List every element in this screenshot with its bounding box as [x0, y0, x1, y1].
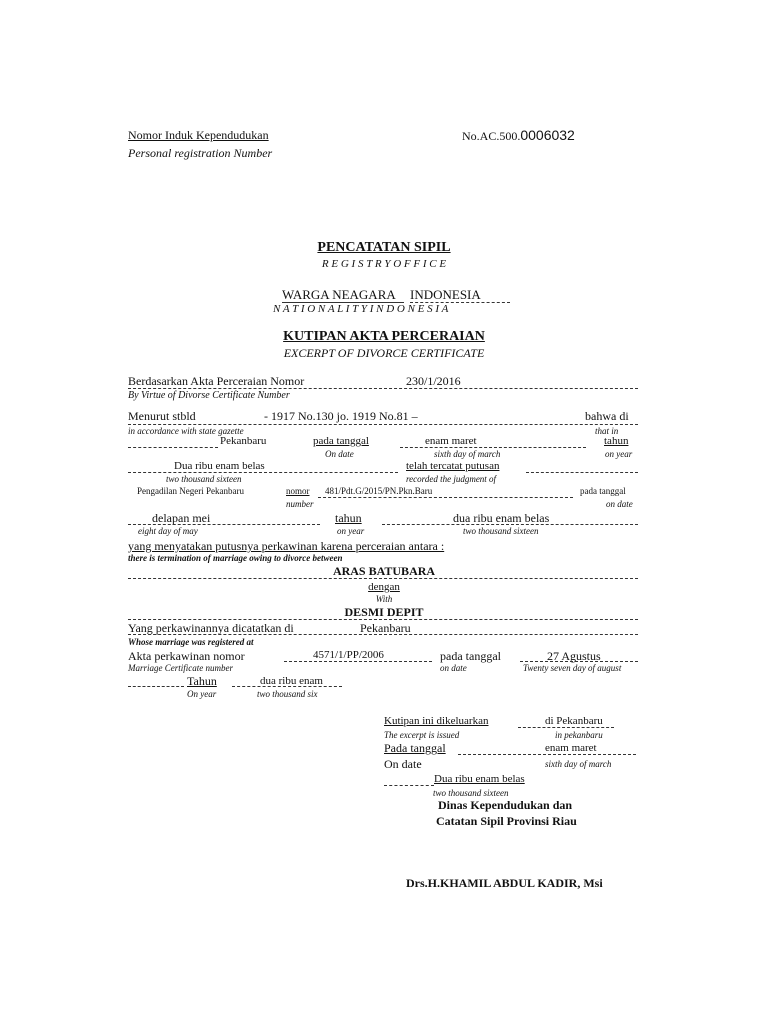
basis-value: 230/1/2016 [406, 374, 461, 388]
place-date-value-en: sixth day of march [434, 449, 501, 459]
statement-text: yang menyatakan putusnya perkawinan karena perceraian antara : [128, 539, 445, 553]
place-date-value: enam maret [425, 435, 477, 447]
party-one-name: ARAS BATUBARA [332, 564, 436, 578]
stbld-label-en: in accordance with state gazette [128, 426, 244, 436]
issued-year-value: Dua ribu enam belas [434, 773, 525, 785]
stbld-right-en: that in [595, 426, 619, 436]
marriage-cert-label-en: Marriage Certificate number [128, 663, 233, 673]
marriage-cert-label: Akta perkawinan nomor [128, 649, 245, 663]
place-year-label-en: on year [605, 449, 633, 459]
office-title-en: R E G I S T R Y O F F I C E [321, 258, 447, 270]
recorded-label-en: recorded the judgment of [406, 474, 497, 484]
place-date-label-en: On date [325, 449, 354, 459]
with-label-en: With [375, 594, 393, 604]
nik-label: Nomor Induk Kependudukan [128, 128, 269, 142]
issued-label-en: The excerpt is issued [384, 730, 460, 740]
judgment-date-value-en: eight day of may [138, 526, 198, 536]
issued-date-value: enam maret [545, 742, 597, 754]
issued-date-value-en: sixth day of march [545, 759, 612, 769]
basis-label-en: By Virtue of Divorse Certificate Number [128, 390, 290, 401]
marriage-date-value: 27 Agustus [547, 649, 601, 663]
issued-label: Kutipan ini dikeluarkan [384, 715, 489, 727]
place-value: Pekanbaru [220, 435, 267, 447]
marriage-year-value-en: two thousand six [257, 689, 318, 699]
statement-text-en: there is termination of marriage owing to divorce between [128, 553, 343, 563]
document-title: KUTIPAN AKTA PERCERAIAN [283, 329, 485, 344]
judgment-year-label: tahun [335, 511, 362, 525]
marriage-date-label-en: on date [440, 663, 467, 673]
judgment-year-label-en: on year [337, 526, 365, 536]
marriage-registered-label-en: Whose marriage was registered at [128, 637, 254, 647]
marriage-year-value: dua ribu enam [260, 675, 323, 687]
court-number-label: nomor [286, 486, 310, 496]
issued-place-en: in pekanbaru [555, 730, 603, 740]
party-two-name: DESMI DEPIT [344, 605, 424, 619]
stbld-value: - 1917 No.130 jo. 1919 No.81 – [264, 409, 418, 423]
court-date-label: pada tanggal [580, 486, 626, 496]
stbld-label: Menurut stbld [128, 409, 196, 423]
issued-year-value-en: two thousand sixteen [433, 788, 509, 798]
official-name: Drs.H.KHAMIL ABDUL KADIR, Msi [406, 876, 603, 890]
court-name: Pengadilan Negeri Pekanbaru [137, 486, 244, 496]
with-label: dengan [368, 581, 400, 593]
year-value: Dua ribu enam belas [174, 460, 265, 472]
place-date-label: pada tanggal [313, 435, 369, 447]
marriage-registered-place: Pekanbaru [360, 621, 411, 635]
certificate-number-prefix: No.AC.500. [462, 129, 521, 143]
issued-place: di Pekanbaru [545, 715, 603, 727]
judgment-year-value: dua ribu enam belas [453, 511, 550, 525]
agency-line-1: Dinas Kependudukan dan [438, 798, 573, 812]
judgment-year-value-en: two thousand sixteen [463, 526, 539, 536]
basis-label: Berdasarkan Akta Perceraian Nomor [128, 374, 305, 388]
place-year-label: tahun [604, 435, 629, 447]
certificate-number-value: 0006032 [520, 127, 575, 143]
nationality-en: N A T I O N A L I T Y I N D O N E S I A [273, 303, 449, 315]
marriage-year-label: Tahun [187, 674, 217, 688]
court-number-label-en: number [286, 499, 314, 509]
nationality-value: INDONESIA [410, 287, 481, 302]
recorded-label: telah tercatat putusan [406, 460, 500, 472]
marriage-cert-value: 4571/1/PP/2006 [313, 649, 384, 661]
judgment-date-value: delapan mei [152, 511, 211, 525]
marriage-date-label: pada tanggal [440, 649, 501, 663]
year-value-en: two thousand sixteen [166, 474, 242, 484]
issued-date-label: Pada tanggal [384, 741, 446, 755]
agency-line-2: Catatan Sipil Provinsi Riau [436, 814, 577, 828]
document-title-en: EXCERPT OF DIVORCE CERTIFICATE [283, 346, 485, 360]
office-title: PENCATATAN SIPIL [317, 240, 451, 255]
nationality-label: WARGA NEAGARA [282, 287, 396, 302]
marriage-date-value-en: Twenty seven day of august [523, 663, 622, 673]
court-number-value: 481/Pdt.G/2015/PN.Pkn.Baru [325, 486, 433, 496]
stbld-right: bahwa di [585, 409, 629, 423]
issued-date-label-en: On date [384, 757, 422, 771]
certificate-number [462, 127, 575, 143]
marriage-year-label-en: On year [187, 689, 217, 699]
court-date-label-en: on date [606, 499, 633, 509]
marriage-registered-label: Yang perkawinannya dicatatkan di [128, 621, 294, 635]
nik-label-en: Personal registration Number [128, 146, 273, 160]
